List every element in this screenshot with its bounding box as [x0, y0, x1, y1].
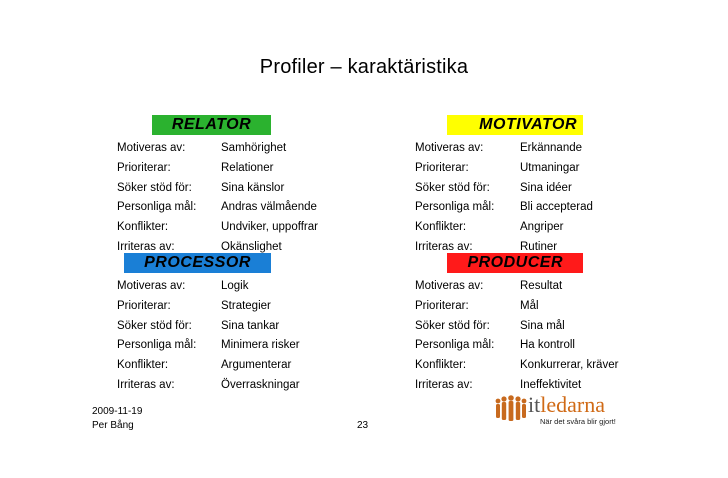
row-label: Konflikter: — [117, 359, 169, 372]
logo-ledarna-text: ledarna — [540, 392, 605, 417]
row-label: Motiveras av: — [117, 280, 186, 292]
row-value: Utmaningar — [520, 161, 580, 174]
profile-row — [415, 280, 625, 296]
profile-row — [415, 359, 625, 375]
row-label: Prioriterar: — [117, 299, 171, 312]
row-value: Argumenterar — [221, 359, 292, 372]
itledarna-logo — [494, 392, 624, 435]
profile-row — [117, 182, 327, 198]
row-label: Konflikter: — [117, 221, 169, 234]
row-label: Prioriterar: — [117, 161, 171, 174]
logo-it-text: it — [528, 392, 541, 417]
profile-row — [117, 320, 327, 336]
row-label: Irriteras av: — [117, 379, 175, 391]
profile-row — [117, 221, 327, 237]
row-label: Irriteras av: — [415, 241, 473, 253]
profile-row — [415, 339, 625, 355]
profile-row — [415, 201, 625, 217]
row-label: Motiveras av: — [415, 280, 484, 292]
row-value: Överraskningar — [221, 379, 300, 391]
profile-banner-relator: RELATOR — [152, 115, 271, 135]
profile-row — [117, 359, 327, 375]
row-label: Söker stöd för: — [415, 181, 490, 194]
row-value: Logik — [221, 280, 249, 292]
profile-row — [117, 280, 327, 296]
row-value: Ineffektivitet — [520, 379, 582, 391]
profile-row — [415, 241, 625, 257]
row-label: Personliga mål: — [117, 339, 197, 352]
row-label: Söker stöd för: — [117, 319, 192, 332]
row-value: Angriper — [520, 221, 564, 234]
row-value: Ha kontroll — [520, 339, 575, 352]
row-value: Minimera risker — [221, 339, 300, 352]
row-value: Sina tankar — [221, 319, 280, 332]
row-value: Strategier — [221, 299, 271, 312]
row-value: Konkurrerar, kräver — [520, 359, 619, 372]
row-label: Prioriterar: — [415, 161, 469, 174]
people-logo-icon — [494, 395, 528, 431]
profile-banner-producer: PRODUCER — [447, 253, 583, 273]
row-value: Okänslighet — [221, 241, 282, 253]
row-label: Konflikter: — [415, 221, 467, 234]
row-label: Irriteras av: — [415, 379, 473, 391]
row-label: Personliga mål: — [415, 339, 495, 352]
profile-row — [117, 379, 327, 395]
row-value: Andras välmående — [221, 201, 317, 214]
row-value: Relationer — [221, 161, 274, 174]
row-label: Söker stöd för: — [117, 181, 192, 194]
profile-row — [415, 221, 625, 237]
page-title: Profiler – karaktäristika — [259, 56, 469, 78]
profile-banner-processor: PROCESSOR — [124, 253, 271, 273]
profile-row — [415, 320, 625, 336]
profile-row — [117, 339, 327, 355]
profile-row — [117, 201, 327, 217]
footer-date: 2009-11-19 — [92, 406, 143, 417]
profile-row — [415, 162, 625, 178]
row-label: Irriteras av: — [117, 241, 175, 253]
profile-banner-motivator: MOTIVATOR — [447, 115, 583, 135]
row-value: Undviker, uppoffrar — [221, 221, 318, 234]
logo-tagline: När det svåra blir gjort! — [540, 417, 616, 426]
profile-row — [117, 142, 327, 158]
row-value: Mål — [520, 299, 539, 312]
row-label: Personliga mål: — [415, 201, 495, 214]
row-label: Prioriterar: — [415, 299, 469, 312]
row-label: Motiveras av: — [415, 142, 484, 154]
row-value: Bli accepterad — [520, 201, 593, 214]
row-value: Rutiner — [520, 241, 558, 253]
row-value: Samhörighet — [221, 142, 287, 154]
row-label: Konflikter: — [415, 359, 467, 372]
profile-row — [117, 241, 327, 257]
profile-row — [415, 142, 625, 158]
row-value: Resultat — [520, 280, 563, 292]
row-label: Söker stöd för: — [415, 319, 490, 332]
row-value: Sina känslor — [221, 181, 285, 194]
profile-row — [117, 162, 327, 178]
footer-author: Per Bång — [92, 420, 134, 431]
profile-row — [415, 300, 625, 316]
row-label: Motiveras av: — [117, 142, 186, 154]
row-label: Personliga mål: — [117, 201, 197, 214]
profile-row — [415, 182, 625, 198]
page-number: 23 — [357, 420, 369, 431]
row-value: Sina idéer — [520, 181, 572, 194]
row-value: Sina mål — [520, 319, 565, 332]
row-value: Erkännande — [520, 142, 583, 154]
profile-row — [117, 300, 327, 316]
